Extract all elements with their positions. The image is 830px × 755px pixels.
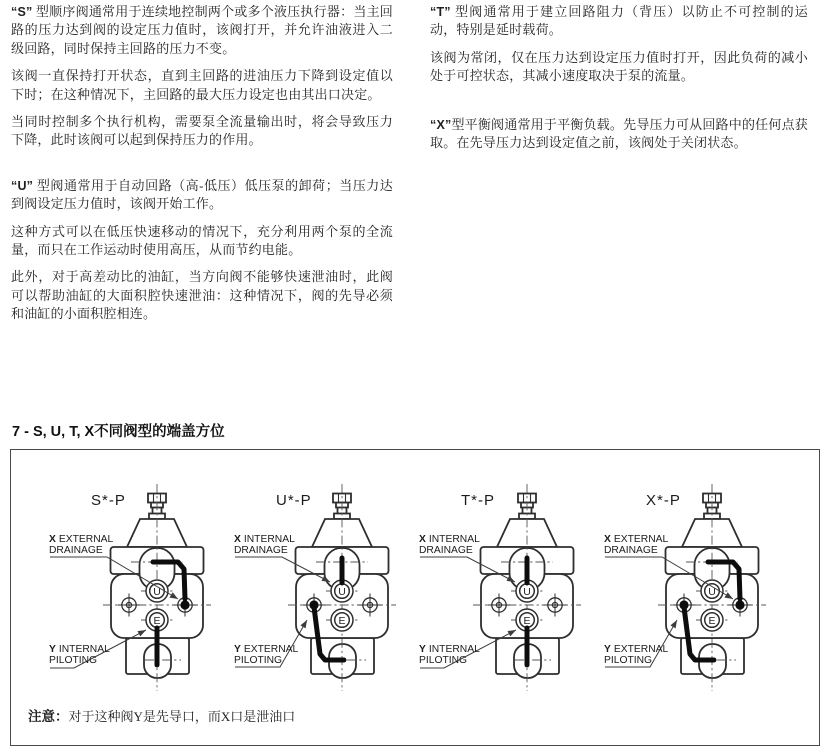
body-paragraph xyxy=(430,3,808,40)
body-paragraph xyxy=(11,177,393,214)
valve-variant-label: S*-P xyxy=(91,492,126,509)
port-u-letter: U xyxy=(338,585,346,598)
x-port-label-line2: DRAINAGE xyxy=(419,545,473,556)
paragraph-text: 型阀通常用于自动回路（高-低压）低压泵的卸荷；当压力达到阀设定压力值时，该阀开始工作。 xyxy=(11,177,393,212)
valve-diagram-s xyxy=(45,476,237,726)
paragraph-text: 该阀一直保持打开状态，直到主回路的进油压力下降到设定值以下时；在这种情况下，主回路的最大压力设定也由其出口决定。 xyxy=(11,68,393,102)
valve-variant-label: X*-P xyxy=(646,492,681,509)
paragraph-text: 此外，对于高差动比的油缸，当方向阀不能够快速泄油时，此阀可以帮助油缸的大面积腔快速泄油：这种情况下，阀的先导必须和油缸的小面积腔相连。 xyxy=(11,269,393,322)
y-port-label-line2: PILOTING xyxy=(419,655,468,666)
valve-drawing xyxy=(45,476,237,726)
body-paragraph xyxy=(11,268,393,323)
text-column-left xyxy=(11,3,393,333)
note-label: 注意： xyxy=(28,709,69,724)
y-port-label: Y INTERNAL xyxy=(49,644,110,655)
valve-diagram-x xyxy=(600,476,792,726)
y-port-label: Y EXTERNAL xyxy=(604,644,669,655)
x-port-label-line2: DRAINAGE xyxy=(49,545,103,556)
x-port-label: X EXTERNAL xyxy=(49,534,114,545)
valve-drawing xyxy=(230,476,422,726)
valve-diagram-u xyxy=(230,476,422,726)
body-paragraph xyxy=(11,223,393,260)
valve-variant-label: U*-P xyxy=(276,492,312,509)
valve-variant-label: T*-P xyxy=(461,492,495,509)
paragraph-text: 型顺序阀通常用于连续地控制两个或多个液压执行器：当主回路的压力达到阀的设定压力值时，该阀打开，并允许油液进入二级回路，同时保持主回路的压力不变。 xyxy=(11,4,393,56)
body-paragraph xyxy=(430,116,808,153)
section-heading: 7 - S, U, T, X不同阀型的端盖方位 xyxy=(12,424,225,440)
body-paragraph xyxy=(430,49,808,86)
valve-drawing xyxy=(600,476,792,726)
port-e-circle xyxy=(331,609,353,631)
valve-type-lead: “S” xyxy=(11,5,33,19)
x-port-label-line2: DRAINAGE xyxy=(234,545,288,556)
port-u-letter: U xyxy=(708,585,716,598)
port-e-circle xyxy=(701,609,723,631)
body-paragraph xyxy=(11,3,393,58)
port-e-letter: E xyxy=(338,614,346,627)
port-e-letter: E xyxy=(153,614,161,627)
paragraph-text: 当同时控制多个执行机构，需要泵全流量输出时，将会导致压力下降，此时该阀可以起到保持压力的作用。 xyxy=(11,114,393,148)
valve-type-lead: “T” xyxy=(430,5,451,19)
y-port-label-line2: PILOTING xyxy=(234,655,283,666)
x-port-label-line2: DRAINAGE xyxy=(604,545,658,556)
paragraph-text: 型平衡阀通常用于平衡负载。先导压力可从回路中的任何点获取。在先导压力达到设定值之前，该阀处于关闭状态。 xyxy=(430,116,808,151)
port-u-letter: U xyxy=(523,585,531,598)
text-column-right xyxy=(430,3,808,161)
port-u-letter: U xyxy=(153,585,161,598)
port-e-letter: E xyxy=(708,614,716,627)
paragraph-text: 这种方式可以在低压快速移动的情况下，充分利用两个泵的全流量，而只在工作运动时使用高压，从而节约电能。 xyxy=(11,223,393,258)
y-port-label: Y INTERNAL xyxy=(419,644,480,655)
paragraph-text: 型阀通常用于建立回路阻力（背压）以防止不可控制的运动，特别是延时载荷。 xyxy=(430,4,808,38)
body-paragraph xyxy=(11,67,393,104)
valve-type-lead: “U” xyxy=(11,178,34,193)
x-port-label: X INTERNAL xyxy=(234,534,295,545)
port-e-letter: E xyxy=(523,614,531,627)
x-port-label: X INTERNAL xyxy=(419,534,480,545)
body-paragraph xyxy=(11,113,393,150)
y-port-label: Y EXTERNAL xyxy=(234,644,299,655)
note-text: 对于这种阀Y是先导口，而X口是泄油口 xyxy=(68,709,296,724)
paragraph-text: 该阀为常闭，仅在压力达到设定压力值时打开，因此负荷的减小处于可控状态，其减小速度取决于泵的流量。 xyxy=(430,49,808,84)
x-port-label: X EXTERNAL xyxy=(604,534,669,545)
valve-type-lead: “X” xyxy=(430,117,452,132)
valve-drawing xyxy=(415,476,607,726)
y-port-label-line2: PILOTING xyxy=(604,655,653,666)
figure-box xyxy=(10,449,820,746)
valve-diagram-t xyxy=(415,476,607,726)
y-port-label-line2: PILOTING xyxy=(49,655,98,666)
